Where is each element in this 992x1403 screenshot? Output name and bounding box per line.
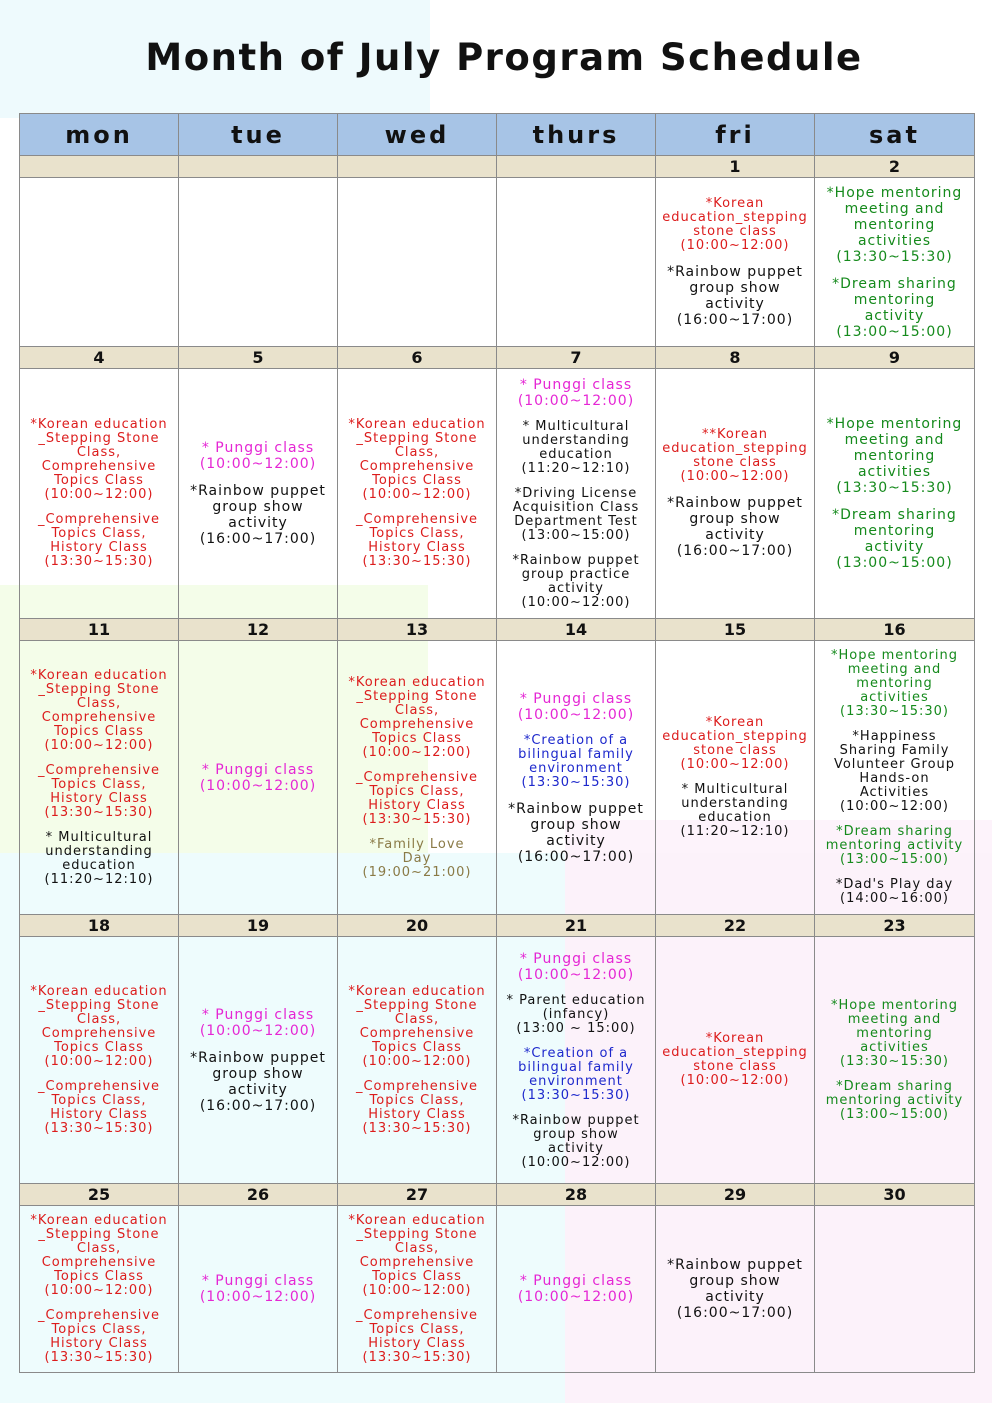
date-number: 4 [20, 347, 179, 369]
day-cell [179, 178, 338, 347]
day-cell [179, 641, 338, 915]
date-number: 2 [815, 156, 975, 178]
date-number: 9 [815, 347, 975, 369]
event-entry: *Rainbow puppet group show activity (16:00~17:00) [667, 1257, 803, 1321]
date-number [179, 156, 338, 178]
weekday-header-tue: tue [179, 114, 338, 156]
event-entry: *Dream sharing mentoring activity (13:00~15:00) [825, 824, 964, 867]
event-entry: * Punggi class (10:00~12:00) [517, 1273, 635, 1305]
date-number: 23 [815, 915, 975, 937]
date-number [20, 156, 179, 178]
weekday-header-fri: fri [656, 114, 815, 156]
day-cell [497, 937, 656, 1184]
weekday-header-sat: sat [815, 114, 975, 156]
date-row [20, 1184, 975, 1206]
event-entry: _Comprehensive Topics Class, History Class (13:30~15:30) [355, 769, 479, 827]
day-cell [179, 937, 338, 1184]
event-entry: *Dream sharing mentoring activity (13:00~15:00) [832, 507, 957, 571]
event-entry: *Hope mentoring meeting and mentoring activities (13:30~15:30) [830, 997, 958, 1069]
date-number: 29 [656, 1184, 815, 1206]
day-cell [20, 641, 179, 915]
day-cell [20, 369, 179, 619]
date-number: 18 [20, 915, 179, 937]
day-cell [20, 178, 179, 347]
events-row [20, 937, 975, 1184]
date-number [497, 156, 656, 178]
event-entry: *Korean education_stepping stone class (10:00~12:00) [662, 195, 808, 253]
day-cell [497, 641, 656, 915]
date-row [20, 619, 975, 641]
events-row [20, 178, 975, 347]
event-entry: *Happiness Sharing Family Volunteer Group Hands-on Activities (10:00~12:00) [833, 729, 956, 814]
events-row [20, 641, 975, 915]
event-entry: _Comprehensive Topics Class, History Class (13:30~15:30) [355, 512, 479, 569]
day-cell [497, 369, 656, 619]
event-entry: * Multicultural understanding education (11:20~12:10) [521, 419, 631, 476]
day-cell [497, 178, 656, 347]
event-entry: * Multicultural understanding education (11:20~12:10) [44, 829, 154, 887]
event-entry: *Rainbow puppet group show activity (16:00~17:00) [190, 1049, 326, 1114]
event-entry: *Dream sharing mentoring activity (13:00~15:00) [825, 1078, 964, 1122]
event-entry: _Comprehensive Topics Class, History Class (13:30~15:30) [37, 762, 161, 820]
date-number: 8 [656, 347, 815, 369]
event-entry: * Punggi class (10:00~12:00) [199, 440, 317, 472]
event-entry: **Korean education_stepping stone class (10:00~12:00) [662, 427, 808, 484]
date-number [338, 156, 497, 178]
day-cell [179, 369, 338, 619]
event-entry: *Rainbow puppet group show activity (16:00~17:00) [667, 263, 803, 328]
weekday-header-row [20, 114, 975, 156]
event-entry: *Korean education _Stepping Stone Class, Comprehensive Topics Class (10:00~12:00) [348, 983, 486, 1069]
date-number: 27 [338, 1184, 497, 1206]
date-number: 20 [338, 915, 497, 937]
event-entry: * Punggi class (10:00~12:00) [199, 1006, 317, 1039]
event-entry: *Creation of a bilingual family environment (13:30~15:30) [518, 1045, 634, 1103]
day-cell [815, 641, 975, 915]
event-entry: *Korean education _Stepping Stone Class, Comprehensive Topics Class (10:00~12:00) [348, 417, 486, 502]
date-number: 11 [20, 619, 179, 641]
date-number: 14 [497, 619, 656, 641]
day-cell [338, 1206, 497, 1373]
event-entry: *Creation of a bilingual family environment (13:30~15:30) [518, 732, 634, 790]
page-title: Month of July Program Schedule [145, 36, 863, 79]
date-number: 19 [179, 915, 338, 937]
day-cell [656, 369, 815, 619]
day-cell [338, 641, 497, 915]
events-row [20, 369, 975, 619]
event-entry: *Family Love Day (19:00~21:00) [362, 836, 472, 880]
event-entry: *Hope mentoring meeting and mentoring activities (13:30~15:30) [830, 648, 958, 719]
date-number: 7 [497, 347, 656, 369]
event-entry: *Korean education _Stepping Stone Class, Comprehensive Topics Class (10:00~12:00) [30, 1212, 168, 1298]
date-number: 28 [497, 1184, 656, 1206]
event-entry: *Korean education _Stepping Stone Class, Comprehensive Topics Class (10:00~12:00) [30, 417, 168, 502]
event-entry: * Punggi class (10:00~12:00) [517, 377, 635, 409]
day-cell [338, 178, 497, 347]
event-entry: *Rainbow puppet group show activity (16:00~17:00) [508, 800, 644, 865]
event-entry: * Punggi class (10:00~12:00) [517, 690, 635, 723]
event-entry: *Korean education _Stepping Stone Class, Comprehensive Topics Class (10:00~12:00) [348, 1212, 486, 1298]
date-number: 21 [497, 915, 656, 937]
event-entry: _Comprehensive Topics Class, History Class (13:30~15:30) [37, 1307, 161, 1365]
event-entry: * Punggi class (10:00~12:00) [199, 761, 317, 794]
day-cell [338, 937, 497, 1184]
event-entry: *Korean education_stepping stone class (10:00~12:00) [662, 715, 808, 772]
event-entry: *Dream sharing mentoring activity (13:00~15:00) [832, 275, 957, 340]
event-entry: *Rainbow puppet group show activity (16:00~17:00) [667, 495, 803, 559]
weekday-header-mon: mon [20, 114, 179, 156]
date-row [20, 347, 975, 369]
weekday-header-wed: wed [338, 114, 497, 156]
day-cell [815, 1206, 975, 1373]
event-entry: *Rainbow puppet group practice activity (10:00~12:00) [512, 553, 640, 610]
event-entry: *Korean education _Stepping Stone Class, Comprehensive Topics Class (10:00~12:00) [348, 674, 486, 760]
event-entry: * Punggi class (10:00~12:00) [199, 1273, 317, 1305]
date-number: 1 [656, 156, 815, 178]
event-entry: *Dad's Play day (14:00~16:00) [835, 877, 954, 906]
day-cell [815, 937, 975, 1184]
date-number: 26 [179, 1184, 338, 1206]
event-entry: _Comprehensive Topics Class, History Class (13:30~15:30) [37, 1078, 161, 1136]
event-entry: _Comprehensive Topics Class, History Class (13:30~15:30) [37, 512, 161, 569]
event-entry: *Korean education _Stepping Stone Class, Comprehensive Topics Class (10:00~12:00) [30, 983, 168, 1069]
event-entry: * Parent education (infancy) (13:00 ~ 15:00) [506, 992, 646, 1036]
event-entry: *Rainbow puppet group show activity (16:00~17:00) [190, 483, 326, 547]
date-row [20, 915, 975, 937]
day-cell [656, 937, 815, 1184]
date-number: 5 [179, 347, 338, 369]
calendar-body [20, 156, 975, 1373]
date-number: 16 [815, 619, 975, 641]
day-cell [179, 1206, 338, 1373]
day-cell [20, 1206, 179, 1373]
date-row [20, 156, 975, 178]
schedule-calendar [19, 113, 975, 1373]
day-cell [656, 178, 815, 347]
day-cell [338, 369, 497, 619]
date-number: 12 [179, 619, 338, 641]
event-entry: *Hope mentoring meeting and mentoring activities (13:30~15:30) [826, 184, 963, 265]
day-cell [815, 369, 975, 619]
weekday-header-thurs: thurs [497, 114, 656, 156]
event-entry: *Korean education _Stepping Stone Class, Comprehensive Topics Class (10:00~12:00) [30, 667, 168, 753]
day-cell [656, 1206, 815, 1373]
event-entry: _Comprehensive Topics Class, History Class (13:30~15:30) [355, 1307, 479, 1365]
event-entry: *Hope mentoring meeting and mentoring activities (13:30~15:30) [826, 416, 963, 496]
date-number: 30 [815, 1184, 975, 1206]
event-entry: *Korean education_stepping stone class (10:00~12:00) [662, 1031, 808, 1088]
date-number: 15 [656, 619, 815, 641]
date-number: 22 [656, 915, 815, 937]
date-number: 6 [338, 347, 497, 369]
event-entry: * Punggi class (10:00~12:00) [517, 950, 635, 983]
day-cell [20, 937, 179, 1184]
event-entry: _Comprehensive Topics Class, History Class (13:30~15:30) [355, 1078, 479, 1136]
event-entry: * Multicultural understanding education (11:20~12:10) [680, 782, 790, 839]
events-row [20, 1206, 975, 1373]
event-entry: *Rainbow puppet group show activity (10:00~12:00) [512, 1112, 640, 1170]
date-number: 13 [338, 619, 497, 641]
event-entry: *Driving License Acquisition Class Department Test (13:00~15:00) [512, 486, 640, 543]
date-number: 25 [20, 1184, 179, 1206]
day-cell [656, 641, 815, 915]
day-cell [497, 1206, 656, 1373]
day-cell [815, 178, 975, 347]
